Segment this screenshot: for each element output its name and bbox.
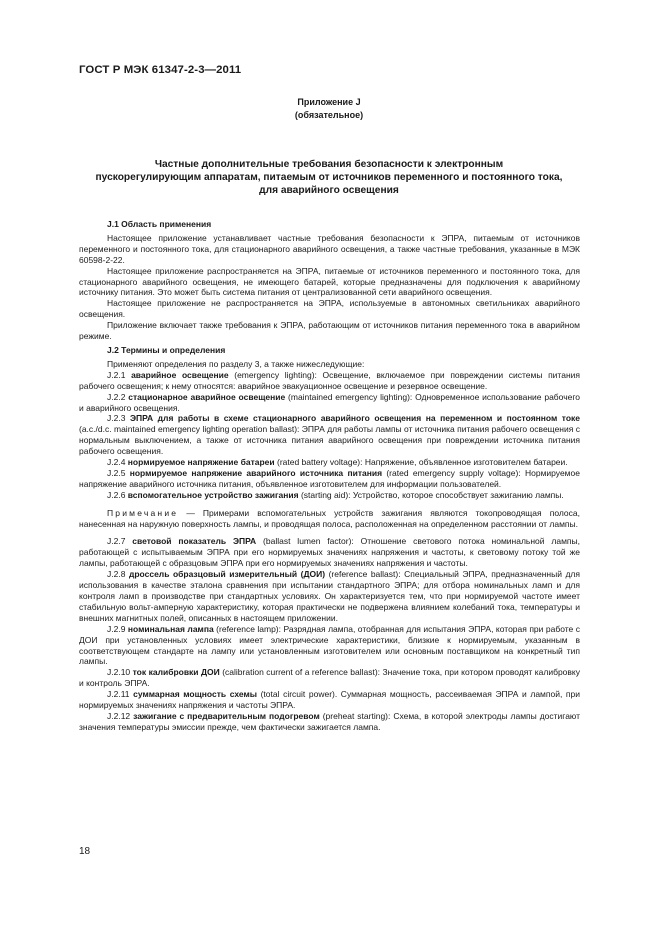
- definition-j-2-9: [79, 624, 580, 668]
- definition-j-2-6: [79, 490, 580, 501]
- definition-j-2-12: [79, 711, 580, 733]
- term: дроссель образцовый измерительный (ДОИ): [128, 569, 326, 580]
- section-heading-j1: J.1 Область применения: [107, 219, 212, 229]
- definition-j-2-10: [79, 667, 580, 689]
- definition-text: (reference ballast): Специальный ЭПРА, предназначенный для использования в качестве эталона сравнения при испытании стандартного ЭПРА; для отбора номинальных ламп и для контроля ламп в производстве при стандартных условиях. Он характеризуется тем, что при нормируемой частоте имеет стабильную вольт-амперную характеристику, которая практически не подвержена влиянием колебаний тока, температуры и внешних магнитных полей, описанных в настоящем приложении.: [79, 569, 580, 623]
- clause-number: J.2.11: [107, 689, 134, 700]
- paragraph: Настоящее приложение устанавливает частные требования безопасности к ЭПРА, питаемым от источников переменного и постоянного тока, для стационарного аварийного освещения, а также частные требования, указанные в МЭК 60598-2-22.: [79, 232, 580, 265]
- definition-j-2-7: [79, 536, 580, 569]
- clause-number: J.2.10: [107, 667, 133, 678]
- note-label: Примечание: [107, 507, 179, 518]
- definition-text: (rated battery voltage): Напряжение, объявленное изготовителем батареи.: [274, 457, 568, 468]
- term: вспомогательное устройство зажигания: [127, 489, 299, 500]
- document-title: [79, 158, 579, 197]
- term: зажигание с предварительным подогревом: [133, 710, 320, 721]
- section-heading-j2: J.2 Термины и определения: [107, 344, 226, 355]
- term: ЭПРА для работы в схеме стационарного аварийного освещения на переменном и постоянном токе: [129, 413, 581, 424]
- definition-text: (calibration current of a reference ballast): Значение тока, при котором проводят калибровку и контроль ЭПРА.: [79, 667, 580, 689]
- definition-text: (starting aid): Устройство, которое способствует зажиганию лампы.: [298, 489, 564, 500]
- definition-text: (reference lamp): Разрядная лампа, отобранная для испытания ЭПРА, которая при работе с ДОИ при установленных условиях имеет электрические характеристики, близкие к нормируемым, указанным в соответствующем стандарте на лампу или установленным изготовителем или основным поставщиком на конкретный тип лампы.: [79, 623, 580, 667]
- clause-number: J.2.5: [107, 467, 130, 478]
- definition-text: (preheat starting): Схема, в которой электроды лампы достигают значения температуры эмиссии прежде, чем фактически зажигается лампа.: [79, 710, 581, 732]
- definition-j-2-5: [79, 468, 580, 490]
- term: номинальная лампа: [127, 623, 214, 634]
- definition-j-2-11: [79, 689, 580, 711]
- definition-j-2-8: [79, 569, 580, 624]
- definition-text: (rated emergency supply voltage): Нормируемое напряжение аварийного источника питания, объявленное изготовителем для информации пользователей.: [79, 467, 580, 489]
- paragraph: Приложение включает также требования к ЭПРА, работающим от источников питания переменного тока в аварийном режиме.: [79, 320, 580, 342]
- title-line-2: пускорегулирующим аппаратам, питаемым от источников переменного и постоянного тока,: [95, 172, 563, 183]
- standard-header: ГОСТ Р МЭК 61347-2-3—2011: [79, 64, 242, 76]
- annex-title: Приложение J: [297, 97, 361, 107]
- term: ток калибровки ДОИ: [132, 667, 220, 678]
- term: нормируемое напряжение батареи: [127, 457, 275, 468]
- paragraph: Настоящее приложение не распространяется на ЭПРА, используемые в автономных светильниках аварийного освещения.: [79, 298, 580, 320]
- clause-number: J.2.4: [107, 457, 128, 468]
- clause-number: J.2.9: [107, 623, 128, 634]
- note: [79, 508, 580, 530]
- clause-number: J.2.12: [107, 710, 134, 721]
- clause-number: J.2.1: [107, 369, 132, 380]
- clause-number: J.2.2: [107, 391, 129, 402]
- definition-j-2-2: [79, 392, 580, 414]
- document-body: [79, 219, 580, 733]
- term: аварийное освещение: [131, 369, 229, 380]
- note-text: — Примерами вспомогательных устройств зажигания являются токопроводящая полоса, нанесенная на наружную поверхность лампы, и проводящая полоса, расположенная на определенном расстоянии от лампы.: [79, 507, 580, 529]
- clause-number: J.2.8: [107, 569, 129, 580]
- definition-text: (total circuit power). Суммарная мощность, рассеиваемая ЭПРА и лампой, при нормируемых значениях напряжения и частоты ЭПРА.: [79, 689, 580, 711]
- annex-status: (обязательное): [294, 109, 364, 120]
- annex-block: [79, 96, 579, 121]
- term: световой показатель ЭПРА: [132, 536, 257, 547]
- definition-text: (maintained emergency lighting): Одновременное использование рабочего и аварийного освещения.: [79, 391, 580, 413]
- definition-j-2-4: [79, 457, 580, 468]
- title-line-1: Частные дополнительные требования безопасности к электронным: [154, 159, 504, 170]
- definition-text: (ballast lumen factor): Отношение светового потока номинальной лампы, работающей с испытываемым ЭПРА при его нормируемых значениях напряжения и частоты, к световому потоку той же лампы, работающей с образцовым ЭПРА при его нормируемых значениях напряжения и частоты.: [79, 536, 580, 569]
- definition-text: (emergency lighting): Освещение, включаемое при повреждении системы питания рабочего освещения; к нему относятся: аварийное эвакуационное освещение и резервное освещение.: [79, 369, 581, 391]
- definition-text: (a.c./d.c. maintained emergency lighting operation ballast): ЭПРА для работы лампы от источника питания рабочего освещения с нормальным выключением, а также от источника питания аварийного освещения при повреждении источника питания рабочего освещения.: [79, 424, 580, 457]
- definition-j-2-1: [79, 370, 580, 392]
- paragraph: Настоящее приложение распространяется на ЭПРА, питаемые от источников переменного и постоянного тока, для стационарного аварийного освещения, не имеющего батарей, которые предназначены для подключения к аварийному источнику питания. Это может быть система питания от централизованной сети аварийного освещения.: [79, 265, 580, 298]
- paragraph: Применяют определения по разделу 3, а также нижеследующие:: [107, 358, 365, 369]
- page-number: 18: [79, 846, 91, 857]
- title-line-3: для аварийного освещения: [259, 185, 399, 196]
- clause-number: J.2.3: [107, 413, 130, 424]
- clause-number: J.2.6: [107, 489, 128, 500]
- term: суммарная мощность схемы: [133, 689, 258, 700]
- definition-j-2-3: [79, 413, 580, 457]
- term: нормируемое напряжение аварийного источника питания: [129, 467, 383, 478]
- clause-number: J.2.7: [107, 536, 133, 547]
- term: стационарное аварийное освещение: [128, 391, 286, 402]
